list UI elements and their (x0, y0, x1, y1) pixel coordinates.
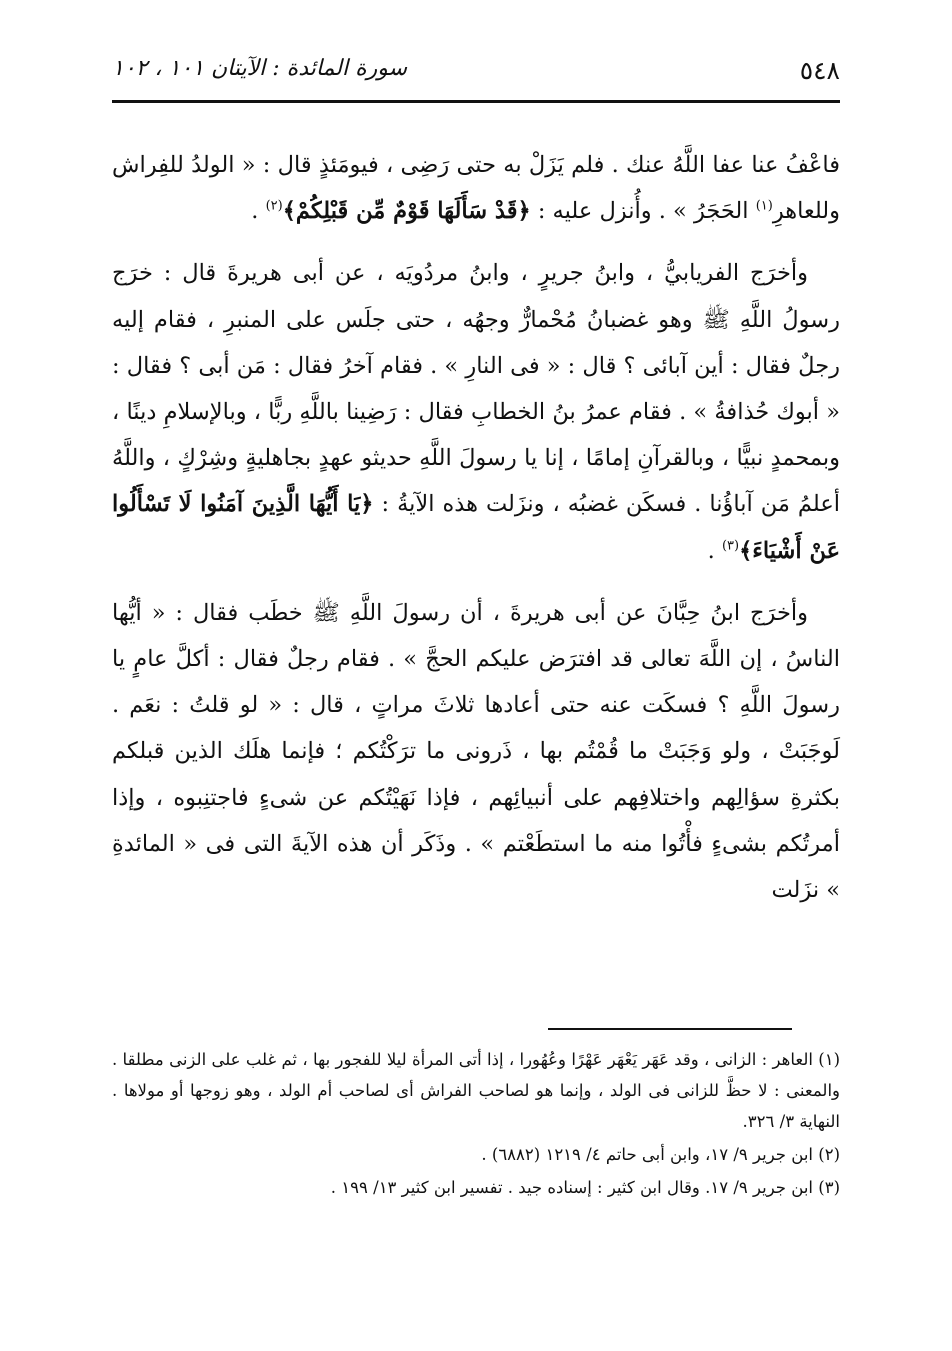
running-title: سورة المائدة : الآيتان ١٠١ ، ١٠٢ (112, 56, 408, 81)
paragraph-3 (112, 590, 840, 913)
footnote-ref-3: (٣) (721, 538, 740, 554)
footnote-ref-2: (٢) (265, 198, 283, 214)
page-header (112, 52, 840, 96)
paragraph-2 (112, 250, 840, 573)
quran-verse-1: ﴿قَدْ سَأَلَهَا قَوْمٌ مِّن قَبْلِكُمْ﴾ (282, 198, 531, 225)
quran-verse-2: ﴿يَا أَيُّهَا الَّذِينَ آمَنُوا لَا تَسْأَلُوا عَنْ أَشْيَاءَ﴾ (112, 491, 840, 564)
footnote-3: (٣) ابن جرير ٩/ ١٧. وقال ابن كثير : إسناده جيد . تفسير ابن كثير ١٣/ ١٩٩ . (330, 1178, 840, 1197)
paragraph-1-text-a: فاعْفُ عنا عفا اللَّهُ عنك . فلم يَزَلْ به حتى رَضِى ، فيومَئذٍ قال : « الولدُ للفِراش وللعاهرِ (112, 152, 840, 225)
footnote-1: (١) العاهر : الزانى ، وقد عَهَر يَعْهَر عَهْرًا وعُهُورا ، إذا أتى المرأة ليلا للفجور بها ، ثم غلب على الزنى مطلقا . والمعنى : لا حظَّ للزانى فى الولد ، وإنما هو لصاحب الفراش أى لصاحب أم الولد ، وهو زوجها أو مولاها . النهاية ٣/ ٣٢٦. (112, 1050, 840, 1131)
paragraph-3-text: وأخرَج ابنُ حِبَّانَ عن أبى هريرةَ ، أن رسولَ اللَّهِ ﷺ خطَب فقال : « أيُّها الناسُ ، إن اللَّهَ تعالى قد افترَض عليكم الحجَّ » . فقام رجلٌ فقال : أكلَّ عامٍ يا رسولَ اللَّهِ ؟ فسكَت عنه حتى أعادها ثلاثَ مراتٍ ، قال : « لو قلتُ : نعَم . لَوجَبَتْ ، ولو وَجَبَتْ ما قُمْتُم بها ، ذَرونى ما ترَكْتُكم ؛ فإنما هلَك الذين قبلكم بكثرةِ سؤالِهم واختلافِهم على أنبيائِهم ، فإذا نَهَيْتُكم عن شىءٍ فاجتنِبوه ، وإذا أمرتُكم بشىءٍ فأْتُوا منه ما استطَعْتم » . وذَكَر أن هذه الآيةَ التى فى « المائدةِ » نزَلت (112, 599, 840, 904)
footnote-2: (٢) ابن جرير ٩/ ١٧، وابن أبى حاتم ٤/ ١٢١٩ (٦٨٨٢) . (481, 1145, 840, 1164)
footnote-ref-1: (١) (755, 198, 773, 214)
paragraph-2-end: . (707, 537, 715, 564)
paragraph-1-text-b: الحَجَرُ » . وأُنزل عليه : (537, 198, 749, 225)
paragraph-1-end: . (251, 198, 259, 225)
page-number: ٥٤٨ (799, 56, 840, 85)
footnotes (112, 1044, 840, 1205)
footnote-separator (548, 1028, 792, 1030)
main-text (112, 142, 840, 929)
header-rule (112, 100, 840, 103)
paragraph-1 (112, 142, 840, 234)
paragraph-2-text: وأخرَج الفريابيُّ ، وابنُ جريرٍ ، وابنُ مردُويَه ، عن أبى هريرةَ قال : خرَج رسولُ اللَّهِ ﷺ وهو غضبانُ مُحْمارٌّ وجهُه ، حتى جلَس على المنبرِ ، فقام إليه رجلٌ فقال : أين آبائى ؟ قال : « فى النارِ » . فقام آخرُ فقال : مَن أبى ؟ فقال : « أبوك حُذافةُ » . فقام عمرُ بنُ الخطابِ فقال : رَضِينا باللَّهِ ربًّا ، وبالإسلامِ دينًا ، وبمحمدٍ نبيًّا ، وبالقرآنِ إمامًا ، إنا يا رسولَ اللَّهِ حديثو عهدٍ بجاهليةٍ وشِرْكٍ ، واللَّهُ أعلمُ مَن آباؤُنا . فسكَن غضبُه ، ونزَلت هذه الآيةُ : (112, 260, 841, 518)
